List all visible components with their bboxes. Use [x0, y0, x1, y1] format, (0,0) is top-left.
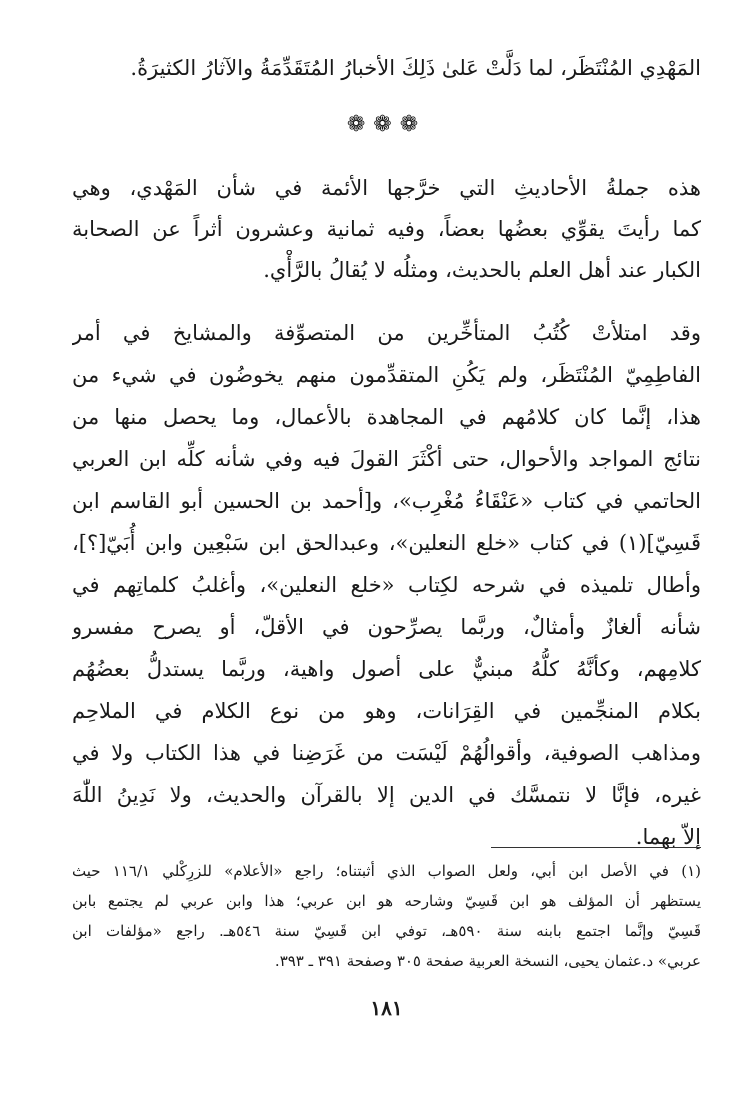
paragraph-line: غيره، فإنَّا لا نتمسَّك في الدين إلا بالقرآن والحديث، ولا نَدِينُ اللّٰهَ: [72, 783, 701, 807]
paragraph-line: الحاتمي في كتاب «عَنْقَاءُ مُغْرِب»، و[أحمد بن الحسين أبو القاسم ابن: [72, 489, 701, 513]
footnote-divider: [491, 847, 701, 848]
footnote: [72, 856, 701, 976]
paragraph-line: وقد امتلأتْ كُتُبُ المتأخِّرين من المتصوِّفة والمشايخ في أمر: [72, 321, 701, 345]
paragraph-line: نتائج المواجد والأحوال، حتى أكْثَرَ القولَ فيه وفي شأنه كلِّه ابن العربي: [72, 447, 701, 471]
section-ornament: ❁❁❁: [346, 112, 427, 137]
footnote-line: (١) في الأصل ابن أبي، ولعل الصواب الذي أثبتناه؛ راجع «الأعلام» للزرِكْلي ١١٦/١ حيث: [72, 862, 701, 880]
paragraph-line: الفاطِمِيّ المُنْتَظَر، ولم يَكُنِ المتقدِّمون منهم يخوضُون في شيء من: [72, 363, 701, 387]
paragraph-1: [72, 168, 701, 291]
paragraph-line: هذا، إنَّما كان كلامُهم في المجاهدة بالأعمال، وما يحصل منها من: [72, 405, 701, 429]
paragraph-line: إلاّ بهما.: [635, 825, 701, 849]
paragraph-line: وأطال تلميذه في شرحه لكِتاب «خلع النعلين»، وأغلبُ كلماتِهم في: [72, 573, 701, 597]
paragraph-line: كلامِهم، وكأنَّهُ كلُّهُ مبنيٌّ على أصول واهية، وربَّما يستدلُّ بعضُهُم: [72, 657, 701, 681]
footnote-line: عربي» د.عثمان يحيى، النسخة العربية صفحة ٣٠٥ وصفحة ٣٩١ ـ ٣٩٣.: [274, 952, 701, 970]
paragraph-line: بكلام المنجِّمين في القِرَانات، وهو من نوع الكلام في الملاحِم: [72, 699, 701, 723]
paragraph-line: الكبار عند أهل العلم بالحديث، ومثلُه لا يُقالُ بالرَّأْي.: [263, 258, 701, 282]
paragraph-2: [72, 312, 701, 858]
paragraph-line: شأنه ألغازٌ وأمثالٌ، وربَّما يصرِّحون في الأقلّ، أو يصرح مفسرو: [72, 615, 701, 639]
paragraph-line: كما رأيتَ يقوِّي بعضُها بعضاً، وفيه ثمانية وعشرون أثراً عن الصحابة: [72, 217, 701, 241]
paragraph-line: ومذاهب الصوفية، وأقوالُهُمْ لَيْسَت من غَرَضِنا في هذا الكتاب ولا في: [72, 741, 701, 765]
footnote-line: يستظهر أن المؤلف هو ابن قَسِيّ وشارحه هو ابن عربي؛ هذا وابن عربي لم يجتمع بابن: [72, 892, 701, 910]
page-number: ١٨١: [370, 996, 403, 1020]
book-page: [72, 0, 701, 1098]
paragraph-line-with-footnote-ref: قَسِيّ](١) في كتاب «خلع النعلين»، وعبدالحق ابن سَبْعِين وابن أُبَيّ[؟]،: [72, 531, 701, 555]
paragraph-line: هذه جملةُ الأحاديثِ التي خرَّجها الأئمة في شأن المَهْدي، وهي: [72, 176, 701, 200]
footnote-line: قَسِيّ وإنَّما اجتمع بابنه سنة ٥٩٠هـ، توفي ابن قَسِيّ سنة ٥٤٦هـ. راجع «مؤلفات ابن: [72, 922, 701, 940]
intro-line: المَهْدِي المُنْتَظَر، لما دَلَّتْ عَلىٰ ذَلِكَ الأخبارُ المُتَقَدِّمَةُ والآثارُ الكثيرَةُ.: [130, 56, 701, 80]
